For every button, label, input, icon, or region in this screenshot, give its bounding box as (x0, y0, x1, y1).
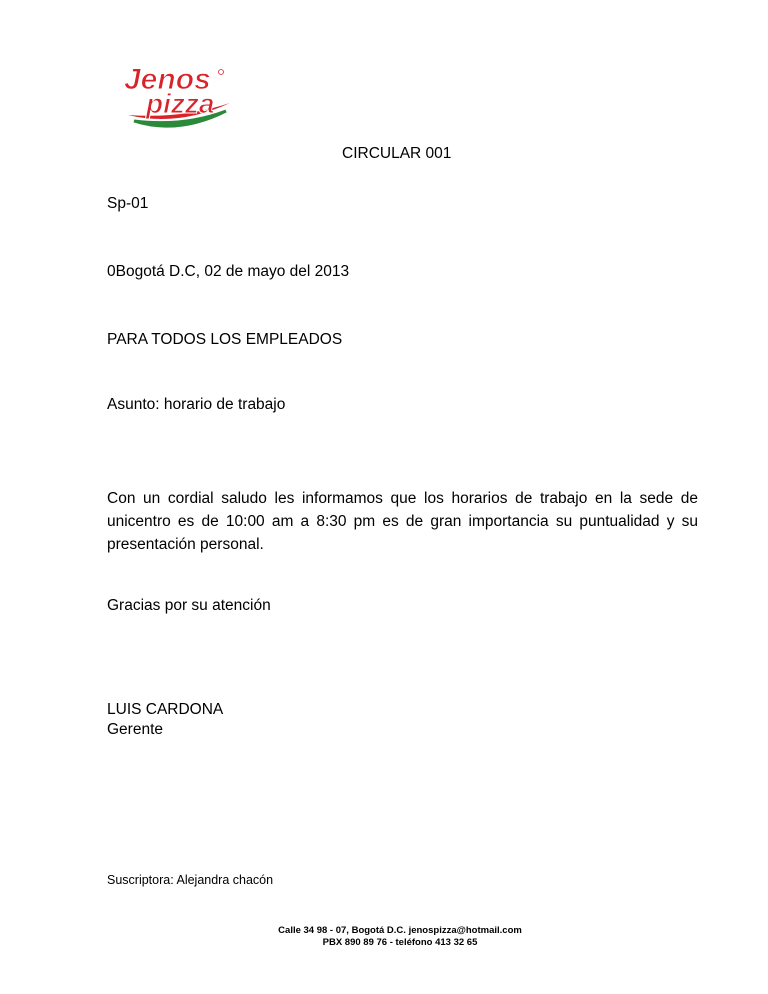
recipients-line: PARA TODOS LOS EMPLEADOS (107, 331, 343, 348)
jenos-pizza-logo (118, 55, 236, 133)
reference-code: Sp-01 (107, 195, 149, 212)
body-line: Con un cordial saludo les informamos que los horarios de trabajo en la sede de (107, 490, 698, 507)
footer-address-line: Calle 34 98 - 07, Bogotá D.C. jenospizza@hotmail.com (278, 925, 522, 936)
subscriber-line: Suscriptora: Alejandra chacón (107, 873, 274, 887)
closing-line: Gracias por su atención (107, 597, 271, 614)
body-line: unicentro es de 10:00 am a 8:30 pm es de gran importancia su puntualidad y su (107, 513, 698, 530)
signer-title: Gerente (107, 721, 164, 738)
svg-text:pizza: pizza (146, 88, 215, 119)
subject-line: Asunto: horario de trabajo (107, 396, 286, 413)
signer-name: LUIS CARDONA (107, 701, 224, 718)
body-line: presentación personal. (107, 536, 264, 553)
circular-heading: CIRCULAR 001 (342, 145, 452, 162)
footer-phone-line: PBX 890 89 76 - teléfono 413 32 65 (322, 937, 478, 948)
date-line: 0Bogotá D.C, 02 de mayo del 2013 (107, 263, 350, 280)
body-paragraph (107, 487, 698, 556)
svg-text:Jenos: Jenos (124, 63, 211, 96)
footer-contact (240, 925, 560, 949)
